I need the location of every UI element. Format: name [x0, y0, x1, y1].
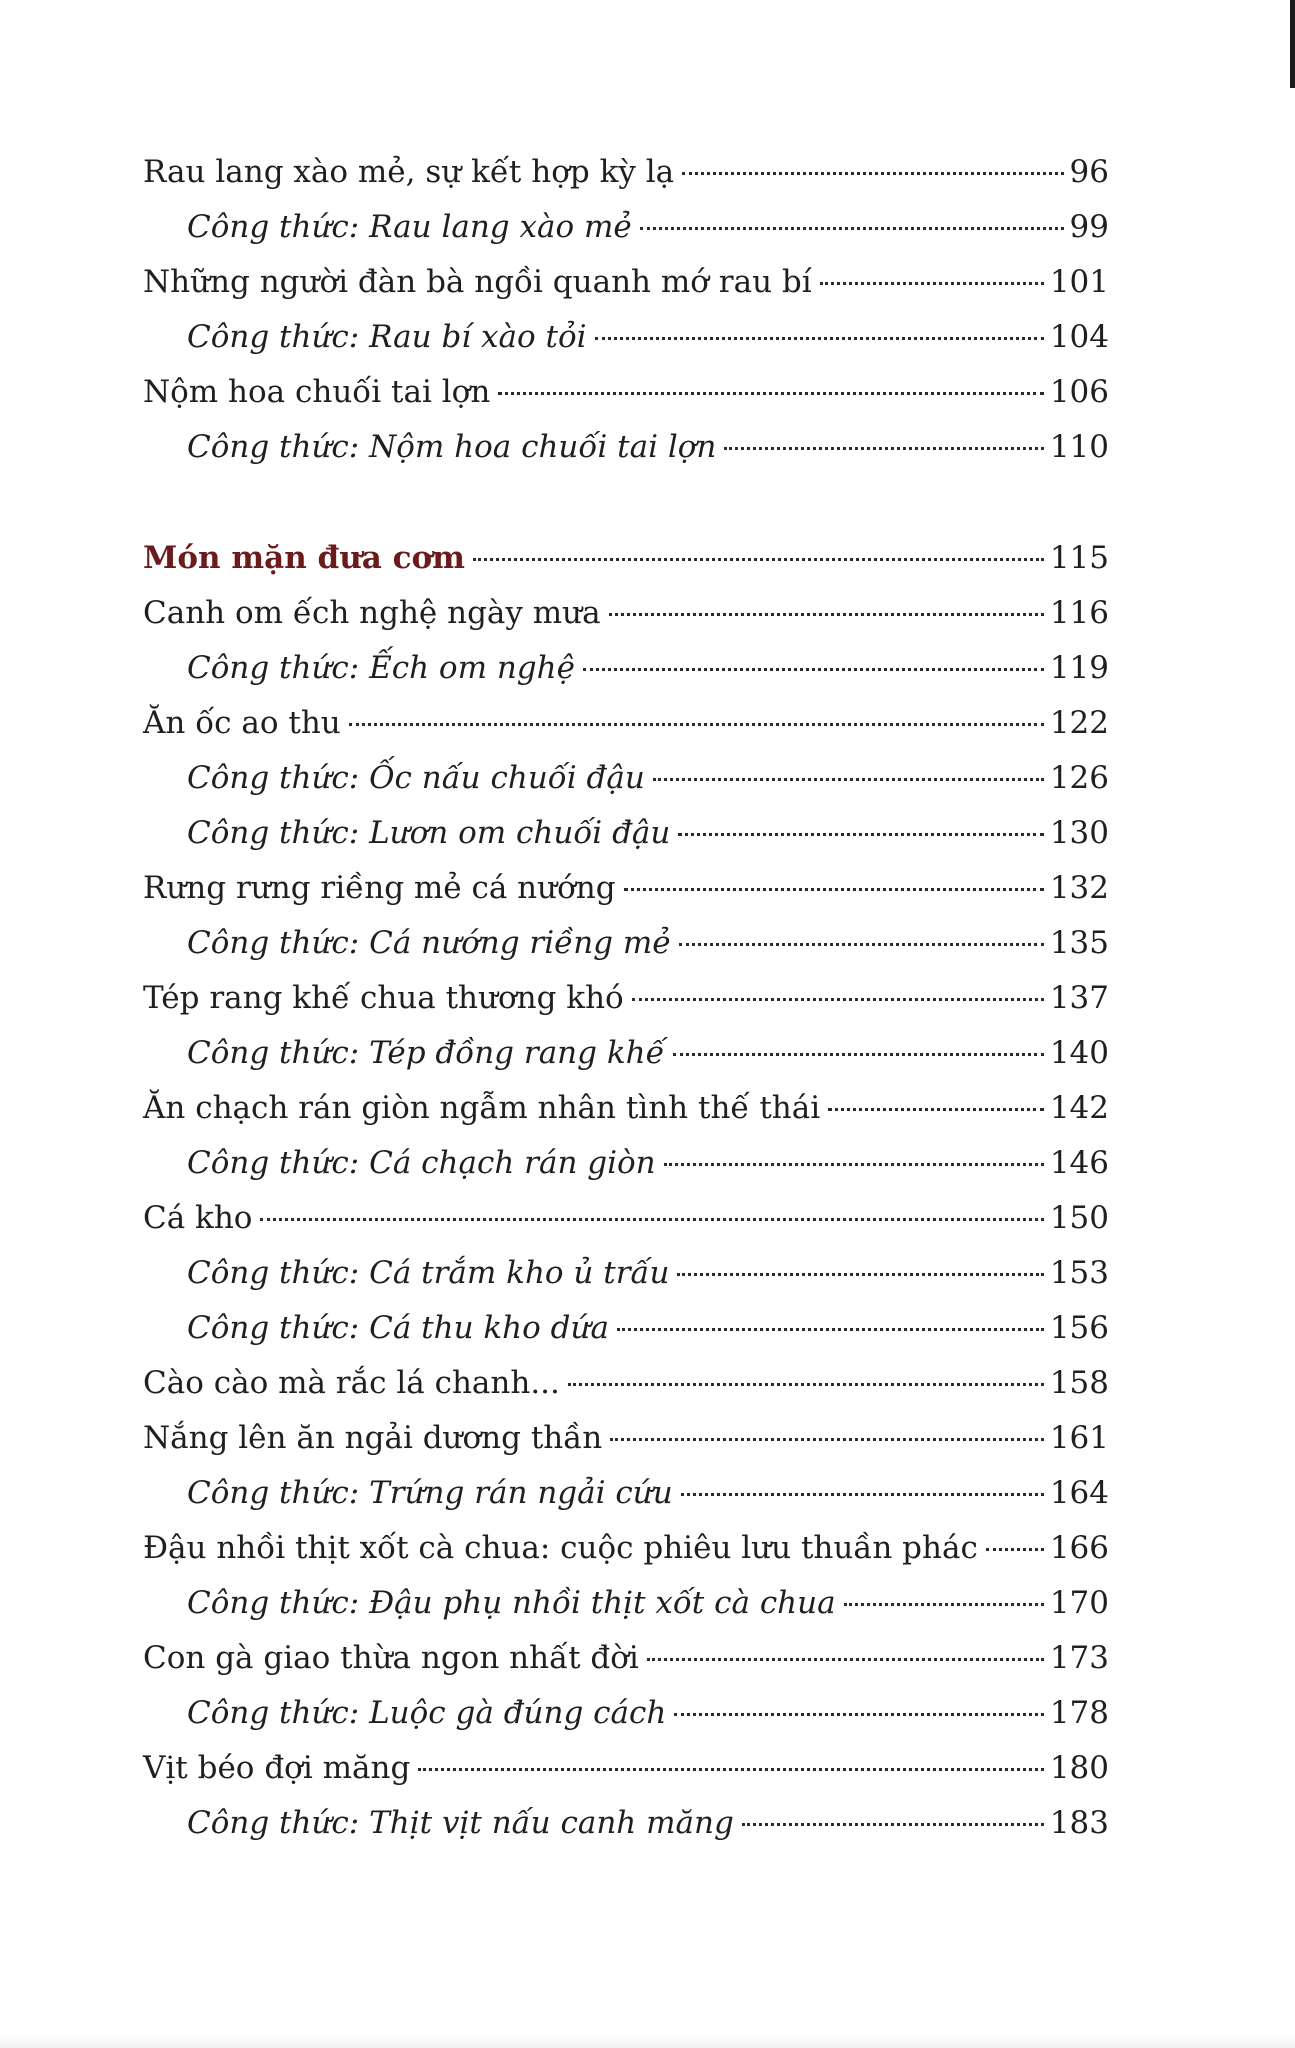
- dot-leader: [986, 1548, 1044, 1551]
- toc-entry-page: 161: [1049, 1420, 1109, 1456]
- dot-leader: [679, 943, 1044, 946]
- toc-entry-page: 140: [1049, 1035, 1109, 1071]
- toc-recipe-entry[interactable]: [143, 916, 1109, 971]
- toc-entry-page: 150: [1049, 1200, 1109, 1236]
- toc-entry-page: 158: [1049, 1365, 1109, 1401]
- toc-entry-title: Rưng rưng riềng mẻ cá nướng: [143, 870, 616, 906]
- toc-entry-page: 106: [1049, 374, 1109, 410]
- toc-entry-page: 146: [1049, 1145, 1109, 1181]
- dot-leader: [664, 1163, 1044, 1166]
- toc-entry-title: Tép rang khế chua thương khó: [143, 980, 624, 1016]
- toc-entry-page: 110: [1049, 429, 1109, 465]
- toc-recipe-entry[interactable]: [143, 641, 1109, 696]
- toc-recipe-entry[interactable]: [143, 1466, 1109, 1521]
- dot-leader: [640, 227, 1064, 230]
- toc-entry[interactable]: [143, 1356, 1109, 1411]
- toc-entry-title: Công thức: Rau bí xào tỏi: [187, 319, 587, 355]
- toc-entry[interactable]: [143, 696, 1109, 751]
- dot-leader: [583, 668, 1044, 671]
- dot-leader: [617, 1328, 1044, 1331]
- dot-leader: [609, 613, 1044, 616]
- toc-entry-page: 116: [1049, 595, 1109, 631]
- toc-entry-page: 101: [1049, 264, 1109, 300]
- toc-recipe-entry[interactable]: [143, 1301, 1109, 1356]
- table-of-contents: [143, 145, 1109, 1851]
- dot-leader: [568, 1383, 1044, 1386]
- dot-leader: [647, 1658, 1044, 1661]
- toc-entry-title: Đậu nhồi thịt xốt cà chua: cuộc phiêu lưu thuần phác: [143, 1530, 978, 1566]
- toc-entry-page: 132: [1049, 870, 1109, 906]
- toc-entry[interactable]: [143, 586, 1109, 641]
- toc-entry-title: Công thức: Tép đồng rang khế: [187, 1035, 665, 1071]
- toc-entry-page: 137: [1049, 980, 1109, 1016]
- dot-leader: [610, 1438, 1044, 1441]
- toc-recipe-entry[interactable]: [143, 420, 1109, 475]
- toc-entry-page: 96: [1069, 154, 1109, 190]
- toc-entry-title: Công thức: Đậu phụ nhồi thịt xốt cà chua: [187, 1585, 836, 1621]
- toc-recipe-entry[interactable]: [143, 1246, 1109, 1301]
- dot-leader: [349, 723, 1044, 726]
- toc-entry-page: 164: [1049, 1475, 1109, 1511]
- toc-entry[interactable]: [143, 1741, 1109, 1796]
- toc-entry-page: 99: [1069, 209, 1109, 245]
- page-edge-mark: [1290, 0, 1295, 88]
- toc-entry-title: Vịt béo đợi măng: [143, 1750, 411, 1786]
- toc-recipe-entry[interactable]: [143, 751, 1109, 806]
- toc-entry-title: Nộm hoa chuối tai lợn: [143, 374, 491, 410]
- dot-leader: [418, 1768, 1044, 1771]
- dot-leader: [682, 172, 1063, 175]
- toc-entry-title: Công thức: Luộc gà đúng cách: [187, 1695, 667, 1731]
- toc-recipe-entry[interactable]: [143, 806, 1109, 861]
- toc-entry-page: 180: [1049, 1750, 1109, 1786]
- dot-leader: [844, 1603, 1044, 1606]
- toc-entry-title: Công thức: Nộm hoa chuối tai lợn: [187, 429, 717, 465]
- dot-leader: [678, 833, 1043, 836]
- toc-section-title: Món mặn đưa cơm: [143, 540, 465, 576]
- dot-leader: [674, 1713, 1043, 1716]
- toc-entry-page: 135: [1049, 925, 1109, 961]
- dot-leader: [742, 1823, 1044, 1826]
- toc-entry-title: Con gà giao thừa ngon nhất đời: [143, 1640, 639, 1676]
- toc-entry-title: Nắng lên ăn ngải dương thần: [143, 1420, 603, 1456]
- toc-entry-title: Rau lang xào mẻ, sự kết hợp kỳ lạ: [143, 154, 675, 190]
- toc-entry[interactable]: [143, 1411, 1109, 1466]
- toc-entry-title: Những người đàn bà ngồi quanh mớ rau bí: [143, 264, 812, 300]
- toc-entry[interactable]: [143, 1191, 1109, 1246]
- page-bottom-shadow: [0, 2034, 1295, 2048]
- toc-entry-title: Công thức: Ếch om nghệ: [187, 650, 575, 686]
- toc-recipe-entry[interactable]: [143, 1686, 1109, 1741]
- toc-entry-title: Ăn ốc ao thu: [143, 705, 341, 741]
- toc-entry[interactable]: [143, 971, 1109, 1026]
- toc-entry[interactable]: [143, 1631, 1109, 1686]
- dot-leader: [677, 1273, 1043, 1276]
- dot-leader: [828, 1108, 1044, 1111]
- dot-leader: [260, 1218, 1043, 1221]
- dot-leader: [473, 558, 1044, 561]
- toc-entry-title: Công thức: Ốc nấu chuối đậu: [187, 760, 645, 796]
- toc-entry-title: Công thức: Cá thu kho dứa: [187, 1310, 609, 1346]
- toc-entry-page: 178: [1049, 1695, 1109, 1731]
- toc-entry-title: Công thức: Lươn om chuối đậu: [187, 815, 671, 851]
- toc-entry[interactable]: [143, 145, 1109, 200]
- dot-leader: [653, 778, 1044, 781]
- toc-entry-page: 173: [1049, 1640, 1109, 1676]
- dot-leader: [595, 337, 1044, 340]
- toc-entry[interactable]: [143, 1081, 1109, 1136]
- toc-entry[interactable]: [143, 861, 1109, 916]
- toc-entry-page: 166: [1049, 1530, 1109, 1566]
- toc-recipe-entry[interactable]: [143, 1026, 1109, 1081]
- toc-entry-title: Công thức: Cá nướng riềng mẻ: [187, 925, 671, 961]
- dot-leader: [498, 392, 1044, 395]
- toc-entry-title: Công thức: Rau lang xào mẻ: [187, 209, 632, 245]
- dot-leader: [632, 998, 1044, 1001]
- dot-leader: [681, 1493, 1044, 1496]
- toc-entry-title: Canh om ếch nghệ ngày mưa: [143, 595, 601, 631]
- toc-recipe-entry[interactable]: [143, 1796, 1109, 1851]
- toc-entry-page: 122: [1049, 705, 1109, 741]
- toc-entry-page: 115: [1049, 540, 1109, 576]
- toc-entry-title: Cá kho: [143, 1200, 253, 1236]
- toc-entry-title: Công thức: Thịt vịt nấu canh măng: [187, 1805, 734, 1841]
- toc-entry-title: Cào cào mà rắc lá chanh...: [143, 1365, 560, 1401]
- toc-entry-page: 156: [1049, 1310, 1109, 1346]
- toc-entry-page: 104: [1049, 319, 1109, 355]
- toc-entry-title: Ăn chạch rán giòn ngẫm nhân tình thế thái: [143, 1090, 821, 1126]
- dot-leader: [820, 282, 1044, 285]
- toc-entry[interactable]: [143, 365, 1109, 420]
- toc-entry[interactable]: [143, 1521, 1109, 1576]
- toc-entry-page: 126: [1049, 760, 1109, 796]
- toc-recipe-entry[interactable]: [143, 310, 1109, 365]
- toc-recipe-entry[interactable]: [143, 1576, 1109, 1631]
- toc-entry-page: 130: [1049, 815, 1109, 851]
- toc-entry[interactable]: [143, 255, 1109, 310]
- toc-section-heading[interactable]: [143, 531, 1109, 586]
- toc-entry-title: Công thức: Trứng rán ngải cứu: [187, 1475, 673, 1511]
- toc-entry-title: Công thức: Cá trắm kho ủ trấu: [187, 1255, 670, 1291]
- toc-entry-page: 183: [1049, 1805, 1109, 1841]
- toc-entry-page: 170: [1049, 1585, 1109, 1621]
- toc-entry-page: 119: [1049, 650, 1109, 686]
- toc-entry-title: Công thức: Cá chạch rán giòn: [187, 1145, 656, 1181]
- toc-recipe-entry[interactable]: [143, 200, 1109, 255]
- toc-entry-page: 142: [1049, 1090, 1109, 1126]
- dot-leader: [624, 888, 1044, 891]
- toc-entry-page: 153: [1049, 1255, 1109, 1291]
- toc-recipe-entry[interactable]: [143, 1136, 1109, 1191]
- dot-leader: [673, 1053, 1044, 1056]
- dot-leader: [724, 447, 1043, 450]
